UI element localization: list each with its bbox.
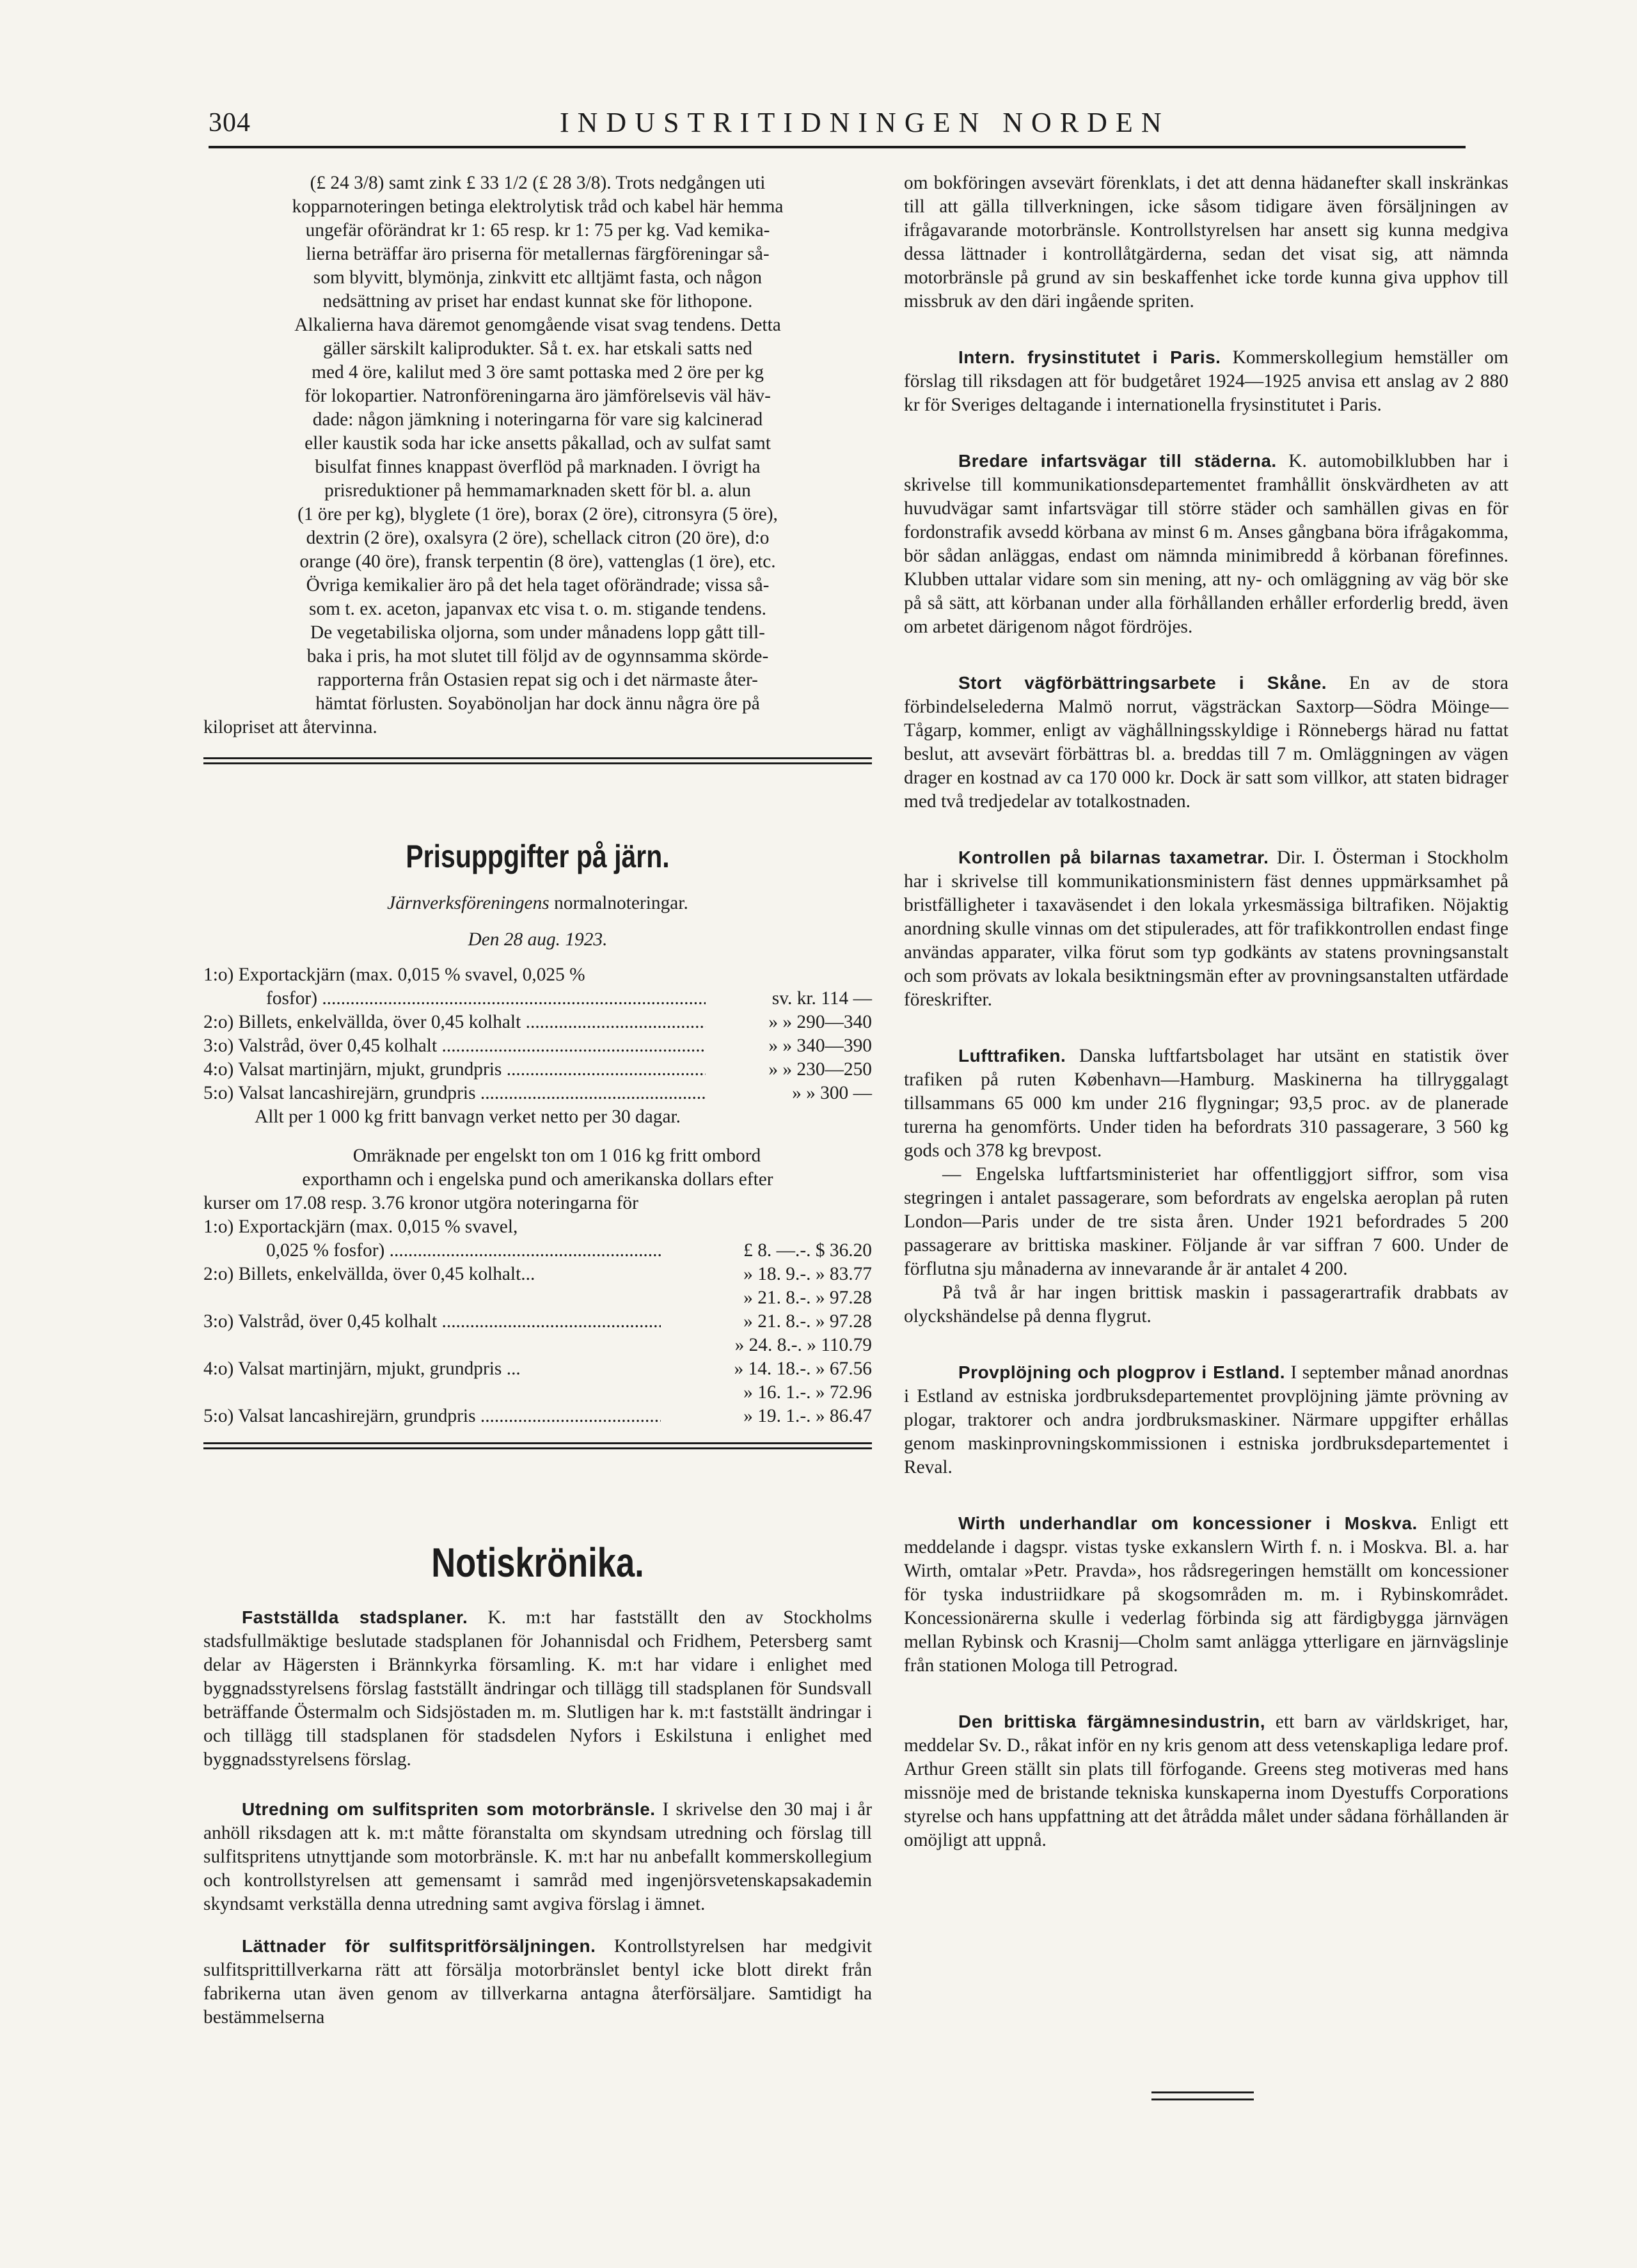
right-column (904, 171, 1508, 1852)
price-row-label: fosfor) ..... (203, 987, 706, 1011)
intro-line: baka i pris, ha mot slutet till följd av de ogynnsamma skörde- (306, 646, 769, 666)
price-row-label: 0,025 % fosfor) ..... (203, 1239, 661, 1263)
price-row-value: » 14. 18.-. » 67.56 (734, 1358, 872, 1379)
news-text: Dir. I. Österman i Stockholm har i skrivelse till kommunikationsministern fäst dennes uppmärksamhet på bristfälligheter i taxaväsendet i den lokala yrkesmässiga biltrafiken. Nöjaktig anordning skulle vinnas om det stipulerades, att för trafikkontrollen endast finge användas apparater, vilka förut som typ godkänts av statens provningsanstalt och som prövats av lokala besiktningsmän efter av provningsanstalten utfärdade föreskrifter. (904, 847, 1508, 1010)
price-row-value: » 19. 1.-. » 86.47 (743, 1406, 872, 1426)
conversion-line: Omräknade per engelskt ton om 1 016 kg fritt ombord (352, 1146, 761, 1166)
price-row (203, 1082, 872, 1105)
news-text: Kommerskollegium hemställer om förslag till riksdagen att för budgetåret 1924—1925 anvisa ett anslag av 2 880 kr för Sveriges deltagande i internationella frysinstitutet i Paris. (904, 347, 1508, 415)
price-row (203, 1058, 872, 1082)
price-row-value: £ 8. —.-. $ 36.20 (743, 1240, 872, 1261)
price-row-value: sv. kr. 114 — (771, 988, 872, 1009)
news-item (904, 1163, 1508, 1281)
section-divider (203, 1442, 872, 1449)
intro-line: som t. ex. aceton, japanvax etc visa t. o. m. stigande tendens. (309, 599, 766, 619)
price-row-label: 4:o) Valsat martinjärn, mjukt, grundpris ... (203, 1358, 521, 1379)
price-row (203, 1011, 872, 1034)
price-row-value: » » 340—390 (768, 1036, 872, 1056)
price-row (203, 987, 872, 1011)
intro-line: Alkalierna hava däremot genomgående visat svag tendens. Detta (294, 315, 781, 335)
news-text: om bokföringen avsevärt förenklats, i det att denna hädanefter skall inskränkas till att gälla tillverkningen, icke såsom tidigare även försäljningen av ifrågavarande motorbränsle. Kontrollstyrelsen har ansett sig kunna medgiva dessa lättnader i kontrollåtgärderna, sedan det visat sig, att nämnda motorbränsle på grund av sin beskaffenhet icke torde kunna giva upphov till missbruk av den däri ingående spriten. (904, 173, 1508, 311)
price-row-value: » » 300 — (792, 1083, 872, 1103)
intro-line: rapporterna från Ostasien repat sig och i det närmaste åter- (317, 670, 758, 690)
notis-heading: Fastställda stadsplaner. (242, 1607, 468, 1627)
price-row-value: » » 230—250 (768, 1059, 872, 1080)
intro-line: De vegetabiliska oljorna, som under månadens lopp gått till- (310, 622, 765, 643)
price-row-label: 4:o) Valsat martinjärn, mjukt, grundpris ..... (203, 1058, 706, 1082)
price-row-label: 3:o) Valstråd, över 0,45 kolhalt ..... (203, 1034, 706, 1058)
notis-title: Notiskrönika. (431, 1540, 644, 1586)
price-row (203, 1381, 872, 1405)
news-heading: Stort vägförbättringsarbete i Skåne. (958, 673, 1327, 693)
news-item (904, 846, 1508, 1012)
price-row-label: 1:o) Exportackjärn (max. 0,015 % svavel, (203, 1217, 518, 1237)
price-note: Allt per 1 000 kg fritt banvagn verket netto per 30 dagar. (255, 1106, 681, 1127)
news-heading: Provplöjning och plogprov i Estland. (958, 1362, 1286, 1382)
intro-line: bisulfat finnes knappast överflöd på marknaden. I övrigt ha (315, 457, 761, 477)
intro-line: (1 öre per kg), blyglete (1 öre), borax (2 öre), citronsyra (5 öre), (297, 504, 778, 524)
intro-line: ungefär oförändrat kr 1: 65 resp. kr 1: 75 per kg. Vad kemika- (305, 220, 770, 240)
end-ornament (1151, 2091, 1254, 2100)
price-row-label: 2:o) Billets, enkelvällda, över 0,45 kolhalt... (203, 1264, 535, 1284)
price-table-2 (203, 1215, 872, 1428)
price-row (203, 1357, 872, 1381)
news-text: ett barn av världskriget, har, meddelar Sv. D., råkat inför en ny kris genom att dess vetenskapliga ledare prof. Arthur Green ställt sin plats till förfogande. Greens steg motiveras med hans missnöje med de bristande tekniska kunskaperna inom Dyestuffs Corporations styrelse och hans uppfattning att det åtrådda målet under sådana förhållanden är omöjligt att uppnå. (904, 1712, 1508, 1850)
news-heading: Intern. frysinstitutet i Paris. (958, 347, 1221, 367)
price-row-value: » » 290—340 (768, 1012, 872, 1032)
intro-line: dade: någon jämkning i noteringarna för vare sig kalcinerad (312, 409, 763, 430)
notis-text: Kontrollstyrelsen har medgivit sulfitsprittillverkarna rätt att försälja motorbränslet bentyl icke blott direkt från fabrikerna utan även genom av tillverkarna antagna återförsäljare. Samtidigt ha bestämmelserna (203, 1936, 872, 2028)
price-row (203, 963, 872, 987)
page-number: 304 (209, 108, 251, 138)
notis-heading: Utredning om sulfitspriten som motorbränsle. (242, 1799, 656, 1819)
price-row (203, 1310, 872, 1334)
price-row-label: 2:o) Billets, enkelvällda, över 0,45 kolhalt ..... (203, 1011, 706, 1034)
intro-line: (£ 24 3/8) samt zink £ 33 1/2 (£ 28 3/8). Trots nedgången uti (310, 173, 766, 193)
intro-line: för lokopartier. Natronföreningarna äro jämförelsevis väl häv- (304, 386, 771, 406)
news-item (904, 171, 1508, 313)
news-text: — Engelska luftfartsministeriet har offentliggjort siffror, som visa stegringen i antalet passagerare, som befordrats av engelska aeroplan på ruten London—Paris under de tre sista åren. Under 1921 befordrades 5 200 passagerare av brittiska maskiner. Följande år var siffran 7 600. Under de förflutna sju månaderna av innevarande år är antalet 4 200. (904, 1164, 1508, 1279)
price-row-label: 1:o) Exportackjärn (max. 0,015 % svavel, 0,025 % (203, 965, 585, 985)
news-item (904, 1360, 1508, 1479)
price-row-label (203, 1381, 661, 1405)
news-text: Danska luftfartsbolaget har utsänt en statistik över trafiken på ruten København—Hamburg. Maskinerna ha tillryggalagt tillsammans 65 000 km under 216 flygningar; 93,5 proc. av de planerade turerna ha genomförts. Under tiden ha befordrats 310 passagerare, 3 560 kg gods och 378 kg brevpost. (904, 1046, 1508, 1161)
price-row (203, 1034, 872, 1058)
price-row-value: » 18. 9.-. » 83.77 (743, 1264, 872, 1284)
prices-date: Den 28 aug. 1923. (468, 929, 608, 950)
section-divider (203, 757, 872, 764)
notis-heading: Lättnader för sulfitspritförsäljningen. (242, 1936, 596, 1956)
conversion-line: kurser om 17.08 resp. 3.76 kronor utgöra noteringarna för (203, 1193, 638, 1213)
notis-text: K. m:t har fastställt den av Stockholms stadsfullmäktige beslutade stadsplanen för Johannisdal och Fridhem, Petersberg samt delar av Hägersten i Brännkyrka församling. K. m:t har vidare i enlighet med byggnadsstyrelsens förslag fastställt ändringar och tillägg till stadsplanen för Sundsvall beträffande Östermalm och Sidsjöstaden m. m. Slutligen har k. m:t fastställt ändringar i och tillägg till stadsplanen för stadsdelen Nyfors i Eskilstuna i enlighet med byggnadsstyrelsens förslag. (203, 1607, 873, 1770)
intro-line: eller kaustik soda har icke ansetts påkallad, och av sulfat samt (304, 433, 771, 453)
intro-line: kilopriset att återvinna. (203, 717, 377, 737)
notis-text: I skrivelse den 30 maj i år anhöll riksdagen att k. m:t måtte föranstalta om skyndsam utredning och förslag till sulfitspritens utnyttjande som motorbränsle. K. m:t har nu anbefallt kommerskollegium och kontrollstyrelsen att gemensamt i samråd med ingenjörsvetenskapsakademin skyndsamt verkställa denna utredning samt avgiva förslag i ämnet. (203, 1799, 873, 1914)
price-row-value (661, 1215, 872, 1239)
price-row (203, 1239, 872, 1263)
intro-line: lierna beträffar äro priserna för metallernas färgföreningar så- (306, 244, 770, 264)
price-row-value: » 21. 8.-. » 97.28 (743, 1311, 872, 1332)
left-column (203, 171, 872, 2029)
price-row-label (203, 1286, 661, 1310)
intro-line: gäller särskilt kaliprodukter. Så t. ex. har etskali satts ned (323, 338, 752, 359)
header-rule (209, 146, 1466, 148)
intro-line: prisreduktioner på hemmamarknaden skett för bl. a. alun (324, 480, 751, 501)
price-row-label: 5:o) Valsat lancashirejärn, grundpris ..... (203, 1082, 706, 1105)
price-row-value: » 21. 8.-. » 97.28 (743, 1288, 872, 1308)
prices-subtitle-italic: Järnverksföreningens (387, 893, 550, 913)
news-item (904, 1511, 1508, 1678)
news-text: K. automobilklubben har i skrivelse till kommunikationsdepartementet framhållit önskvärdheten av att huvudvägar samt infartsvägar till större städer och samhällen givas en för fordonstrafik avsedd körbana av minst 6 m. Anses gångbana böra ifrågakomma, bör sådan anläggas, endast om nämnda minimibredd å körbanan förefinnes. Klubben uttalar vidare som sin mening, att ny- och omläggning av väg bör ske på så sätt, att körbanan under alla förhållanden erhåller erforderlig bredd, även om arbetet därigenom något fördröjes. (904, 451, 1508, 637)
prices-subtitle (203, 892, 872, 915)
intro-line: nedsättning av priset har endast kunnat ske för lithopone. (322, 291, 753, 311)
prices-subtitle-rest: normalnoteringar. (549, 893, 688, 913)
conversion-paragraph (203, 1144, 872, 1215)
news-item (904, 1710, 1508, 1852)
news-heading: Lufttrafiken. (958, 1046, 1066, 1066)
intro-line: hämtat förlusten. Soyabönoljan har dock ännu några öre på (315, 693, 760, 714)
price-row-value: » 16. 1.-. » 72.96 (743, 1382, 872, 1403)
intro-line: med 4 öre, kalilut med 3 öre samt pottaska med 2 öre per kg (312, 362, 764, 382)
news-heading: Den brittiska färgämnesindustrin, (958, 1712, 1266, 1731)
news-item (904, 1044, 1508, 1163)
price-row (203, 1334, 872, 1357)
news-item (904, 345, 1508, 417)
price-row (203, 1286, 872, 1310)
intro-line: kopparnoteringen betinga elektrolytisk tråd och kabel här hemma (292, 196, 784, 217)
news-heading: Kontrollen på bilarnas taxametrar. (958, 847, 1269, 867)
intro-paragraph (203, 171, 872, 739)
price-row (203, 1405, 872, 1428)
intro-line: orange (40 öre), fransk terpentin (8 öre), vattenglas (1 öre), etc. (299, 551, 776, 572)
news-text: I september månad anordnas i Estland av estniska jordbruksdepartementet provplöjning jämte prövning av plogar, traktorer och andra jordbruksmaskiner. Närmare uppgifter erhållas genom maskinprovningskommissionen i estniska jordbruksdepartementet i Reval. (904, 1362, 1508, 1477)
price-row-label (203, 1334, 661, 1357)
prices-title: Prisuppgifter på järn. (406, 839, 670, 874)
news-text: En av de stora förbindelselederna Malmö norrut, vägsträckan Saxtorp—Södra Möinge—Tågarp, kommer, enligt av väghållningsskyldige i Rönnebergs härad nu fattat beslut, att avsevärt förbättras bl. a. breddas till 7 m. Omläggningen av vägen drager en kostnad av ca 170 000 kr. Dock är satt som villkor, att staten bidrager med två tredjedelar av totalkostnaden. (904, 673, 1508, 812)
conversion-line: exporthamn och i engelska pund och amerikanska dollars efter (302, 1169, 773, 1190)
news-heading: Wirth underhandlar om koncessioner i Moskva. (958, 1513, 1418, 1533)
price-row-value: » 24. 8.-. » 110.79 (734, 1335, 872, 1355)
intro-line: Övriga kemikalier äro på det hela taget oförändrade; vissa så- (306, 575, 770, 595)
news-text: Enligt ett meddelande i dagspr. vistas tyske exkanslern Wirth f. n. i Moskva. Bl. a. har Wirth, omtalar »Petr. Pravda», hos rådsregeringen hemställt om koncessioner för tyska industriidkare på skogsområden m. m. i Rybinskområdet. Koncessionärerna skulle i vederlag förbinda sig att färdigbygga järnvägen mellan Rybinsk och Krasnij—Cholm samt anlägga ytterligare en järnvägslinje från stationen Mologa till Petrograd. (904, 1513, 1508, 1676)
price-row (203, 1263, 872, 1286)
news-item (904, 449, 1508, 639)
price-row (203, 1215, 872, 1239)
price-table-1 (203, 963, 872, 1105)
intro-line: som blyvitt, blymönja, zinkvitt etc alltjämt fasta, och någon (313, 267, 763, 288)
intro-line: dextrin (2 öre), oxalsyra (2 öre), schellack citron (20 öre), d:o (306, 528, 770, 548)
notis-item (203, 1605, 872, 1772)
price-row-label: 3:o) Valstråd, över 0,45 kolhalt ..... (203, 1310, 661, 1334)
notis-item (203, 1934, 872, 2029)
news-text: På två år har ingen brittisk maskin i passagerartrafik drabbats av olyckshändelse på denna flygrut. (904, 1282, 1508, 1327)
price-row-value (706, 963, 872, 987)
notis-item (203, 1797, 872, 1916)
news-heading: Bredare infartsvägar till städerna. (958, 451, 1277, 471)
news-item (904, 671, 1508, 814)
news-item (904, 1281, 1508, 1328)
running-title: INDUSTRITIDNINGEN NORDEN (560, 107, 1170, 138)
price-row-label: 5:o) Valsat lancashirejärn, grundpris ..... (203, 1405, 661, 1428)
